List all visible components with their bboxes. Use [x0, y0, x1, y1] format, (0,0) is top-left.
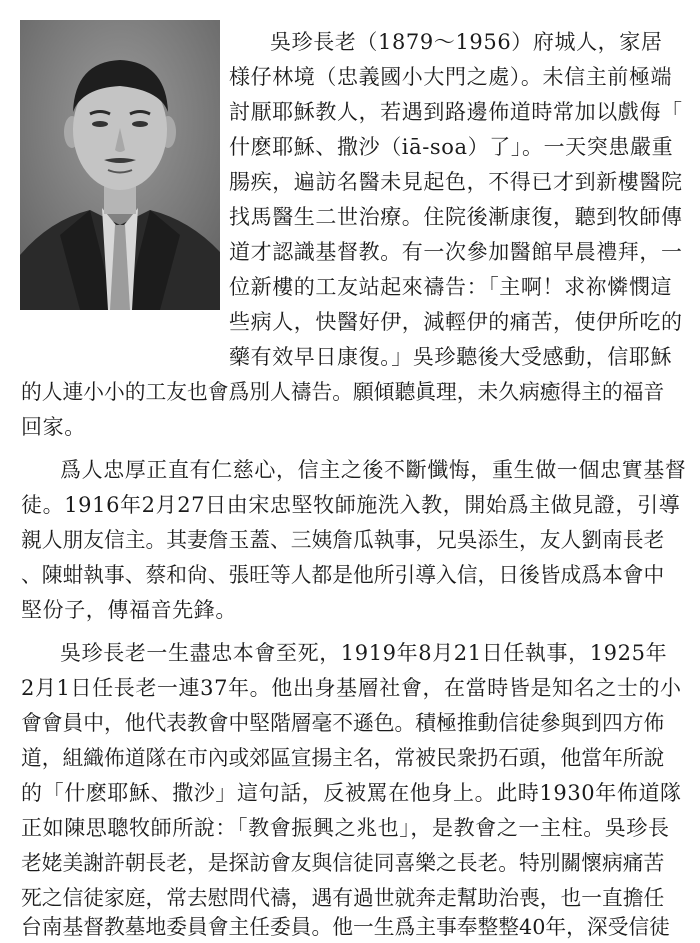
text-line: 藥有效早日康復。」吳珍聽後大受感動，信耶穌 [229, 345, 673, 369]
text-line: 堅份子，傳福音先鋒。 [21, 598, 237, 622]
text-line: 徒。1916年2月27日由宋忠堅牧師施洗入教，開始爲主做見證，引導 [21, 493, 681, 517]
text-line: 正如陳思聰牧師所說：「教會振興之兆也」，是教會之一主柱。吳珍長 [21, 816, 670, 840]
text-line: 些病人，快醫好伊，減輕伊的痛苦，使伊所吃的 [229, 310, 683, 334]
text-line: 會會員中，他代表教會中堅階層毫不遜色。積極推動信徒參與到四方佈 [21, 711, 665, 735]
text-line: 老姥美謝許朝長老，是探訪會友與信徒同喜樂之長老。特別關懷病痛苦 [21, 851, 665, 875]
text-line: 什麽耶穌、撒沙（iā-soa）了」。一天突患嚴重 [229, 135, 674, 159]
text-line: 道才認識基督教。有一次參加醫館早晨禮拜，一 [229, 240, 683, 264]
text-line: 、陳蚶執事、蔡和尙、張旺等人都是他所引導入信，日後皆成爲本會中 [21, 563, 665, 587]
portrait-photo [20, 20, 220, 310]
text-line: 討厭耶穌教人，若遇到路邊佈道時常加以戲侮「 [229, 100, 683, 124]
text-line: 2月1日任長老一連37年。他出身基層社會，在當時皆是知名之士的小 [21, 676, 682, 700]
portrait-figure [20, 20, 220, 310]
text-line: 死之信徒家庭，常去慰問代禱，遇有過世就奔走幫助治喪，也一直擔任 [21, 886, 665, 910]
text-line: 台南基督教墓地委員會主任委員。他一生爲主事奉整整40年，深受信徒 [21, 915, 670, 939]
text-line: 找馬醫生二世治療。住院後漸康復，聽到牧師傳 [229, 205, 683, 229]
text-line: 様仔林境（忠義國小大門之處）。未信主前極端 [229, 65, 673, 89]
text-line: 的人連小小的工友也會爲別人禱告。願傾聽眞理，未久病癒得主的福音 [21, 380, 665, 404]
text-line: 爲人忠厚正直有仁慈心，信主之後不斷懺悔，重生做一個忠實基督 [60, 458, 687, 482]
text-line: 腸疾，遍訪名醫未見起色，不得已才到新樓醫院 [229, 170, 683, 194]
text-line: 吳珍長老（1879～1956）府城人，家居 [270, 30, 663, 54]
text-line: 道，組織佈道隊在市內或郊區宣揚主名，常被民衆扔石頭，他當年所說 [21, 746, 665, 770]
text-line: 親人朋友信主。其妻詹玉蓋、三姨詹瓜執事，兄吳添生，友人劉南長老 [21, 528, 665, 552]
text-line: 吳珍長老一生盡忠本會至死，1919年8月21日任執事，1925年 [60, 641, 668, 665]
text-line: 的「什麽耶穌、撒沙」這句話，反被罵在他身上。此時1930年佈道隊 [21, 781, 682, 805]
text-line: 位新樓的工友站起來禱告：「主啊！求祢憐憫這 [229, 275, 673, 299]
text-line: 回家。 [21, 415, 86, 439]
